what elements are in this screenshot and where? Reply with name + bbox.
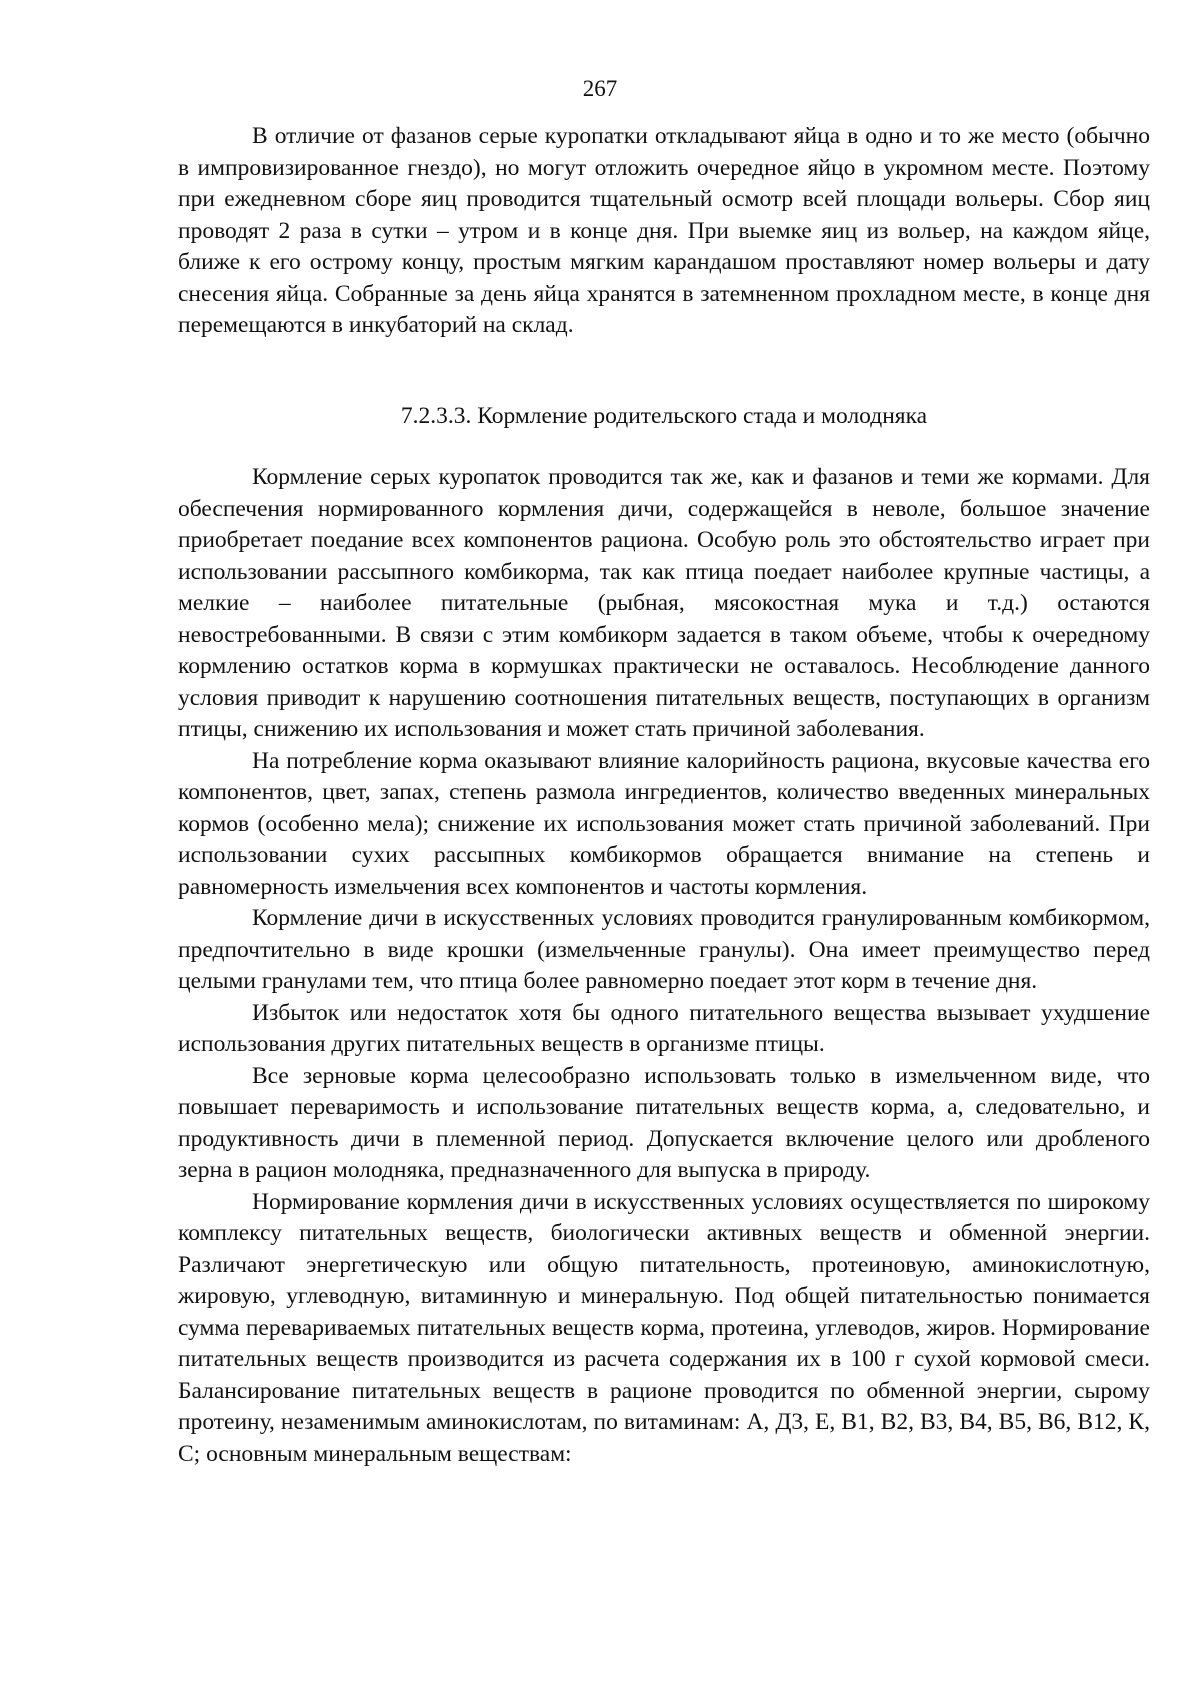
paragraph-2: На потребление корма оказывают влияние калорийность рациона, вкусовые качества его компонентов, цвет, запах, степень размола ингредиентов, количество введенных минеральных кормов (особенно мела); снижение их использования может стать причиной заболеваний. При использовании сухих рассыпных комбикормов обращается внимание на степень и равномерность измельчения всех компонентов и частоты кормления. [178, 747, 1150, 900]
paragraph-4: Избыток или недостаток хотя бы одного питательного вещества вызывает ухудшение использования других питательных веществ в организме птицы. [178, 999, 1150, 1057]
paragraph-6: Нормирование кормления дичи в искусственных условиях осуществляется по широкому комплексу питательных веществ, биологически активных веществ и обменной энергии. Различают энергетическую или общую питательность, протеиновую, аминокислотную, жировую, углеводную, витаминную и минеральную. Под общей питательностью понимается сумма перевариваемых питательных веществ корма, протеина, углеводов, жиров. Нормирование питательных веществ производится из расчета содержания их в 100 г сухой кормовой смеси. Балансирование питательных веществ в рационе проводится по обменной энергии, сырому протеину, незаменимым аминокислотам, по витаминам: А, Д3, Е, В1, В2, В3, В4, В5, В6, В12, К, С; основным минеральным веществам: [178, 1188, 1150, 1467]
section-heading: 7.2.3.3. Кормление родительского стада и молодняка [400, 403, 928, 429]
paragraph-1: Кормление серых куропаток проводится так же, как и фазанов и теми же кормами. Для обеспечения нормированного кормления дичи, содержащейся в неволе, большое значение приобретает поедание всех компонентов рациона. Особую роль это обстоятельство играет при использовании рассыпного комбикорма, так как птица поедает наиболее крупные частицы, а мелкие – наиболее питательные (рыбная, мясокостная мука и т.д.) остаются невостребованными. В связи с этим комбикорм задается в таком объеме, чтобы к очередному кормлению остатков корма в кормушках практически не оставалось. Несоблюдение данного условия приводит к нарушению соотношения питательных веществ, поступающих в организм птицы, снижению их использования и может стать причиной заболевания. [178, 464, 1150, 742]
paragraph-3: Кормление дичи в искусственных условиях проводится гранулированным комбикормом, предпочтительно в виде крошки (измельченные гранулы). Она имеет преимущество перед целыми гранулами тем, что птица более равномерно поедает этот корм в течение дня. [178, 905, 1150, 994]
section-body [178, 462, 1150, 1470]
intro-text-block [178, 121, 1150, 342]
paragraph-5: Все зерновые корма целесообразно использовать только в измельченном виде, что повышает переваримость и использование питательных веществ корма, а, следовательно, и продуктивность дичи в племенной период. Допускается включение целого или дробленого зерна в рацион молодняка, предназначенного для выпуска в природу. [178, 1062, 1150, 1183]
paragraph-intro: В отличие от фазанов серые куропатки откладывают яйца в одно и то же место (обычно в импровизированное гнездо), но могут отложить очередное яйцо в укромном месте. Поэтому при ежедневном сборе яиц проводится тщательный осмотр всей площади вольеры. Сбор яиц проводят 2 раза в сутки – утром и в конце дня. При выемке яиц из вольер, на каждом яйце, ближе к его острому концу, простым мягким карандашом проставляют номер вольеры и дату снесения яйца. Собранные за день яйца хранятся в затемненном прохладном месте, в конце дня перемещаются в инкубаторий на склад. [178, 123, 1150, 338]
page-number: 267 [582, 76, 618, 101]
